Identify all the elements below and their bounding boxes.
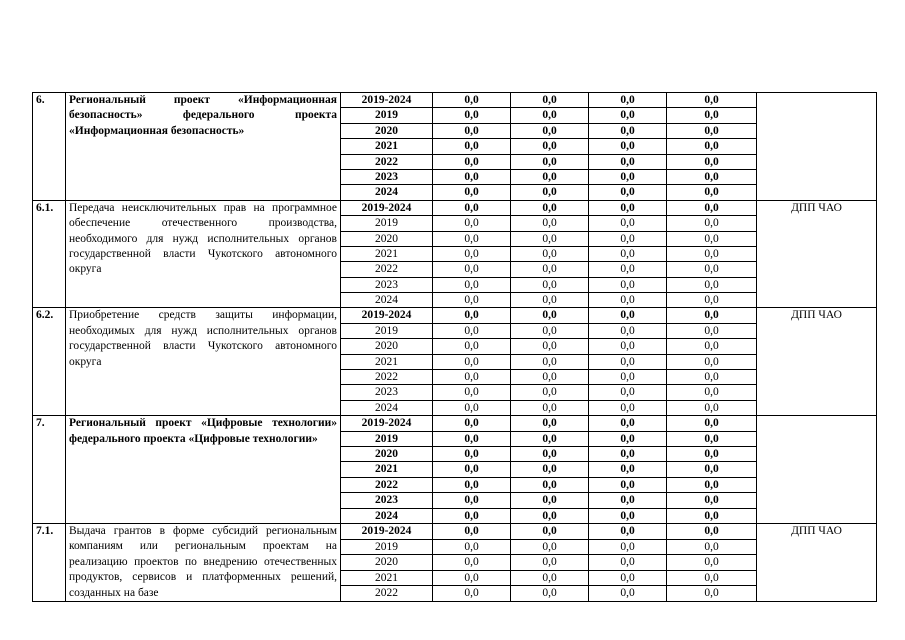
amount-cell: 0,0: [511, 354, 589, 369]
amount-cell: 0,0: [589, 431, 667, 446]
year-cell: 2023: [341, 277, 433, 292]
year-cell: 2022: [341, 154, 433, 169]
table-row: [33, 308, 877, 323]
amount-cell: 0,0: [511, 586, 589, 602]
amount-cell: 0,0: [667, 539, 757, 555]
funding-table: [32, 92, 877, 602]
amount-cell: 0,0: [511, 169, 589, 184]
amount-cell: 0,0: [589, 139, 667, 154]
amount-cell: 0,0: [511, 108, 589, 123]
amount-cell: 0,0: [433, 523, 511, 539]
amount-cell: 0,0: [589, 277, 667, 292]
amount-cell: 0,0: [667, 555, 757, 571]
amount-cell: 0,0: [589, 339, 667, 354]
amount-cell: 0,0: [433, 431, 511, 446]
amount-cell: 0,0: [589, 477, 667, 492]
responsible-cell: ДПП ЧАО: [757, 308, 877, 416]
year-cell: 2019-2024: [341, 308, 433, 323]
amount-cell: 0,0: [433, 446, 511, 461]
amount-cell: 0,0: [511, 200, 589, 215]
amount-cell: 0,0: [511, 216, 589, 231]
year-cell: 2019: [341, 323, 433, 338]
amount-cell: 0,0: [433, 416, 511, 431]
year-cell: 2021: [341, 462, 433, 477]
amount-cell: 0,0: [511, 262, 589, 277]
item-number: 6.1.: [33, 200, 66, 308]
responsible-cell: ДПП ЧАО: [757, 523, 877, 601]
amount-cell: 0,0: [433, 277, 511, 292]
amount-cell: 0,0: [511, 523, 589, 539]
amount-cell: 0,0: [667, 200, 757, 215]
year-cell: 2019-2024: [341, 416, 433, 431]
year-cell: 2020: [341, 339, 433, 354]
table-row: [33, 200, 877, 215]
year-cell: 2023: [341, 493, 433, 508]
amount-cell: 0,0: [589, 200, 667, 215]
amount-cell: 0,0: [511, 462, 589, 477]
amount-cell: 0,0: [511, 339, 589, 354]
amount-cell: 0,0: [433, 200, 511, 215]
amount-cell: 0,0: [667, 431, 757, 446]
amount-cell: 0,0: [589, 539, 667, 555]
amount-cell: 0,0: [589, 370, 667, 385]
item-number: 6.2.: [33, 308, 66, 416]
item-name: Региональный проект «Цифровые технологии» федерального проекта «Цифровые технологии»: [66, 416, 341, 524]
amount-cell: 0,0: [667, 523, 757, 539]
amount-cell: 0,0: [667, 169, 757, 184]
year-cell: 2020: [341, 555, 433, 571]
year-cell: 2022: [341, 586, 433, 602]
amount-cell: 0,0: [589, 493, 667, 508]
year-cell: 2022: [341, 477, 433, 492]
year-cell: 2021: [341, 139, 433, 154]
amount-cell: 0,0: [433, 169, 511, 184]
amount-cell: 0,0: [433, 555, 511, 571]
responsible-cell: [757, 416, 877, 524]
amount-cell: 0,0: [589, 246, 667, 261]
amount-cell: 0,0: [667, 93, 757, 108]
amount-cell: 0,0: [433, 400, 511, 415]
amount-cell: 0,0: [433, 493, 511, 508]
amount-cell: 0,0: [589, 185, 667, 200]
amount-cell: 0,0: [589, 416, 667, 431]
amount-cell: 0,0: [589, 400, 667, 415]
amount-cell: 0,0: [511, 400, 589, 415]
amount-cell: 0,0: [589, 354, 667, 369]
amount-cell: 0,0: [511, 323, 589, 338]
amount-cell: 0,0: [433, 539, 511, 555]
year-cell: 2024: [341, 400, 433, 415]
year-cell: 2020: [341, 446, 433, 461]
amount-cell: 0,0: [433, 385, 511, 400]
amount-cell: 0,0: [667, 354, 757, 369]
amount-cell: 0,0: [433, 231, 511, 246]
amount-cell: 0,0: [667, 123, 757, 138]
amount-cell: 0,0: [667, 370, 757, 385]
amount-cell: 0,0: [589, 385, 667, 400]
year-cell: 2019-2024: [341, 200, 433, 215]
year-cell: 2024: [341, 508, 433, 523]
year-cell: 2021: [341, 570, 433, 586]
amount-cell: 0,0: [433, 293, 511, 308]
amount-cell: 0,0: [511, 231, 589, 246]
year-cell: 2024: [341, 185, 433, 200]
amount-cell: 0,0: [667, 446, 757, 461]
year-cell: 2019: [341, 431, 433, 446]
amount-cell: 0,0: [589, 570, 667, 586]
amount-cell: 0,0: [511, 277, 589, 292]
amount-cell: 0,0: [589, 462, 667, 477]
year-cell: 2019: [341, 108, 433, 123]
item-name: Выдача грантов в форме субсидий региональным компаниям или региональным проектам на реализацию проектов по внедрению отечественных продуктов, сервисов и платформенных решений, созданных на базе: [66, 523, 341, 601]
amount-cell: 0,0: [667, 416, 757, 431]
amount-cell: 0,0: [589, 586, 667, 602]
amount-cell: 0,0: [511, 370, 589, 385]
item-name: Передача неисключительных прав на программное обеспечение отечественного производства, необходимого для нужд исполнительных органов государственной власти Чукотского автономного округа: [66, 200, 341, 308]
amount-cell: 0,0: [667, 185, 757, 200]
year-cell: 2023: [341, 385, 433, 400]
amount-cell: 0,0: [511, 416, 589, 431]
amount-cell: 0,0: [433, 93, 511, 108]
amount-cell: 0,0: [433, 246, 511, 261]
year-cell: 2023: [341, 169, 433, 184]
item-number: 6.: [33, 93, 66, 201]
amount-cell: 0,0: [667, 477, 757, 492]
amount-cell: 0,0: [433, 462, 511, 477]
amount-cell: 0,0: [589, 508, 667, 523]
amount-cell: 0,0: [667, 493, 757, 508]
amount-cell: 0,0: [589, 293, 667, 308]
amount-cell: 0,0: [589, 262, 667, 277]
amount-cell: 0,0: [433, 185, 511, 200]
amount-cell: 0,0: [511, 570, 589, 586]
table-row: [33, 93, 877, 108]
amount-cell: 0,0: [511, 154, 589, 169]
year-cell: 2020: [341, 231, 433, 246]
amount-cell: 0,0: [667, 108, 757, 123]
amount-cell: 0,0: [511, 385, 589, 400]
amount-cell: 0,0: [511, 293, 589, 308]
amount-cell: 0,0: [589, 231, 667, 246]
amount-cell: 0,0: [667, 231, 757, 246]
responsible-cell: [757, 93, 877, 201]
amount-cell: 0,0: [511, 539, 589, 555]
amount-cell: 0,0: [589, 555, 667, 571]
amount-cell: 0,0: [511, 508, 589, 523]
year-cell: 2021: [341, 354, 433, 369]
year-cell: 2022: [341, 370, 433, 385]
amount-cell: 0,0: [433, 570, 511, 586]
amount-cell: 0,0: [589, 93, 667, 108]
item-name: Приобретение средств защиты информации, необходимых для нужд исполнительных органов государственной власти Чукотского автономного округа: [66, 308, 341, 416]
amount-cell: 0,0: [433, 308, 511, 323]
item-number: 7.: [33, 416, 66, 524]
amount-cell: 0,0: [433, 323, 511, 338]
amount-cell: 0,0: [511, 123, 589, 138]
year-cell: 2021: [341, 246, 433, 261]
responsible-cell: ДПП ЧАО: [757, 200, 877, 308]
amount-cell: 0,0: [667, 508, 757, 523]
amount-cell: 0,0: [589, 216, 667, 231]
table-row: [33, 523, 877, 539]
amount-cell: 0,0: [589, 308, 667, 323]
amount-cell: 0,0: [433, 586, 511, 602]
amount-cell: 0,0: [589, 169, 667, 184]
amount-cell: 0,0: [433, 477, 511, 492]
amount-cell: 0,0: [667, 139, 757, 154]
amount-cell: 0,0: [511, 431, 589, 446]
amount-cell: 0,0: [433, 354, 511, 369]
amount-cell: 0,0: [511, 93, 589, 108]
amount-cell: 0,0: [667, 339, 757, 354]
amount-cell: 0,0: [667, 277, 757, 292]
amount-cell: 0,0: [667, 293, 757, 308]
year-cell: 2019: [341, 216, 433, 231]
amount-cell: 0,0: [511, 446, 589, 461]
amount-cell: 0,0: [433, 262, 511, 277]
amount-cell: 0,0: [511, 555, 589, 571]
amount-cell: 0,0: [511, 477, 589, 492]
amount-cell: 0,0: [433, 216, 511, 231]
amount-cell: 0,0: [511, 308, 589, 323]
amount-cell: 0,0: [667, 462, 757, 477]
amount-cell: 0,0: [433, 508, 511, 523]
table-body: [33, 93, 877, 602]
table-row: [33, 416, 877, 431]
amount-cell: 0,0: [667, 246, 757, 261]
year-cell: 2019: [341, 539, 433, 555]
year-cell: 2020: [341, 123, 433, 138]
amount-cell: 0,0: [511, 139, 589, 154]
amount-cell: 0,0: [589, 123, 667, 138]
item-number: 7.1.: [33, 523, 66, 601]
amount-cell: 0,0: [667, 308, 757, 323]
amount-cell: 0,0: [433, 339, 511, 354]
amount-cell: 0,0: [589, 154, 667, 169]
amount-cell: 0,0: [589, 108, 667, 123]
year-cell: 2019-2024: [341, 523, 433, 539]
amount-cell: 0,0: [511, 246, 589, 261]
amount-cell: 0,0: [667, 216, 757, 231]
amount-cell: 0,0: [667, 385, 757, 400]
amount-cell: 0,0: [589, 446, 667, 461]
year-cell: 2019-2024: [341, 93, 433, 108]
amount-cell: 0,0: [667, 570, 757, 586]
amount-cell: 0,0: [433, 154, 511, 169]
year-cell: 2022: [341, 262, 433, 277]
amount-cell: 0,0: [667, 154, 757, 169]
item-name: Региональный проект «Информационная безопасность» федерального проекта «Информационная безопасность»: [66, 93, 341, 201]
amount-cell: 0,0: [589, 323, 667, 338]
amount-cell: 0,0: [667, 400, 757, 415]
amount-cell: 0,0: [433, 139, 511, 154]
amount-cell: 0,0: [667, 262, 757, 277]
amount-cell: 0,0: [667, 323, 757, 338]
amount-cell: 0,0: [589, 523, 667, 539]
amount-cell: 0,0: [433, 370, 511, 385]
amount-cell: 0,0: [667, 586, 757, 602]
amount-cell: 0,0: [511, 493, 589, 508]
amount-cell: 0,0: [511, 185, 589, 200]
amount-cell: 0,0: [433, 108, 511, 123]
year-cell: 2024: [341, 293, 433, 308]
amount-cell: 0,0: [433, 123, 511, 138]
